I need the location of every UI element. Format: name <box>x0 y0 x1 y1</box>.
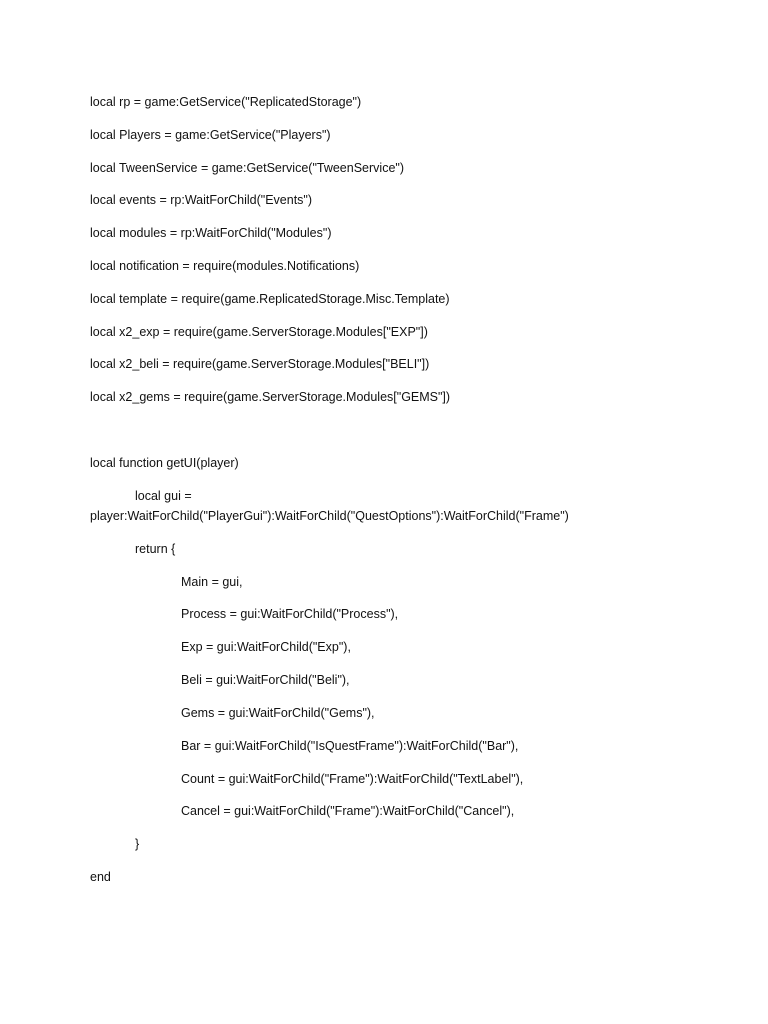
code-line: local template = require(game.ReplicatedStorage.Misc.Template) <box>90 292 450 306</box>
code-line: local function getUI(player) <box>90 456 239 470</box>
code-line: end <box>90 870 111 884</box>
code-line: local x2_exp = require(game.ServerStorage.Modules["EXP"]) <box>90 325 428 339</box>
code-line: Main = gui, <box>181 575 243 589</box>
code-line: local x2_gems = require(game.ServerStorage.Modules["GEMS"]) <box>90 390 451 404</box>
code-line: Exp = gui:WaitForChild("Exp"), <box>181 640 351 654</box>
code-line: local x2_beli = require(game.ServerStorage.Modules["BELI"]) <box>90 357 430 371</box>
code-line: local events = rp:WaitForChild("Events") <box>90 193 313 207</box>
code-line: local rp = game:GetService("ReplicatedStorage") <box>90 95 362 109</box>
code-line: local gui = <box>135 489 192 503</box>
code-line: Gems = gui:WaitForChild("Gems"), <box>181 706 375 720</box>
code-line: Bar = gui:WaitForChild("IsQuestFrame"):WaitForChild("Bar"), <box>181 739 519 753</box>
code-line: local Players = game:GetService("Players") <box>90 128 331 142</box>
code-line: Process = gui:WaitForChild("Process"), <box>181 607 399 621</box>
code-line: Beli = gui:WaitForChild("Beli"), <box>181 673 350 687</box>
code-line: local modules = rp:WaitForChild("Modules") <box>90 226 332 240</box>
code-line: Count = gui:WaitForChild("Frame"):WaitForChild("TextLabel"), <box>181 772 524 786</box>
code-line: player:WaitForChild("PlayerGui"):WaitForChild("QuestOptions"):WaitForChild("Frame") <box>90 509 569 523</box>
code-line: Cancel = gui:WaitForChild("Frame"):WaitForChild("Cancel"), <box>181 804 515 818</box>
code-line: return { <box>135 542 176 556</box>
code-line: local notification = require(modules.Notifications) <box>90 259 360 273</box>
code-line: } <box>135 837 140 851</box>
code-line: local TweenService = game:GetService("TweenService") <box>90 161 404 175</box>
